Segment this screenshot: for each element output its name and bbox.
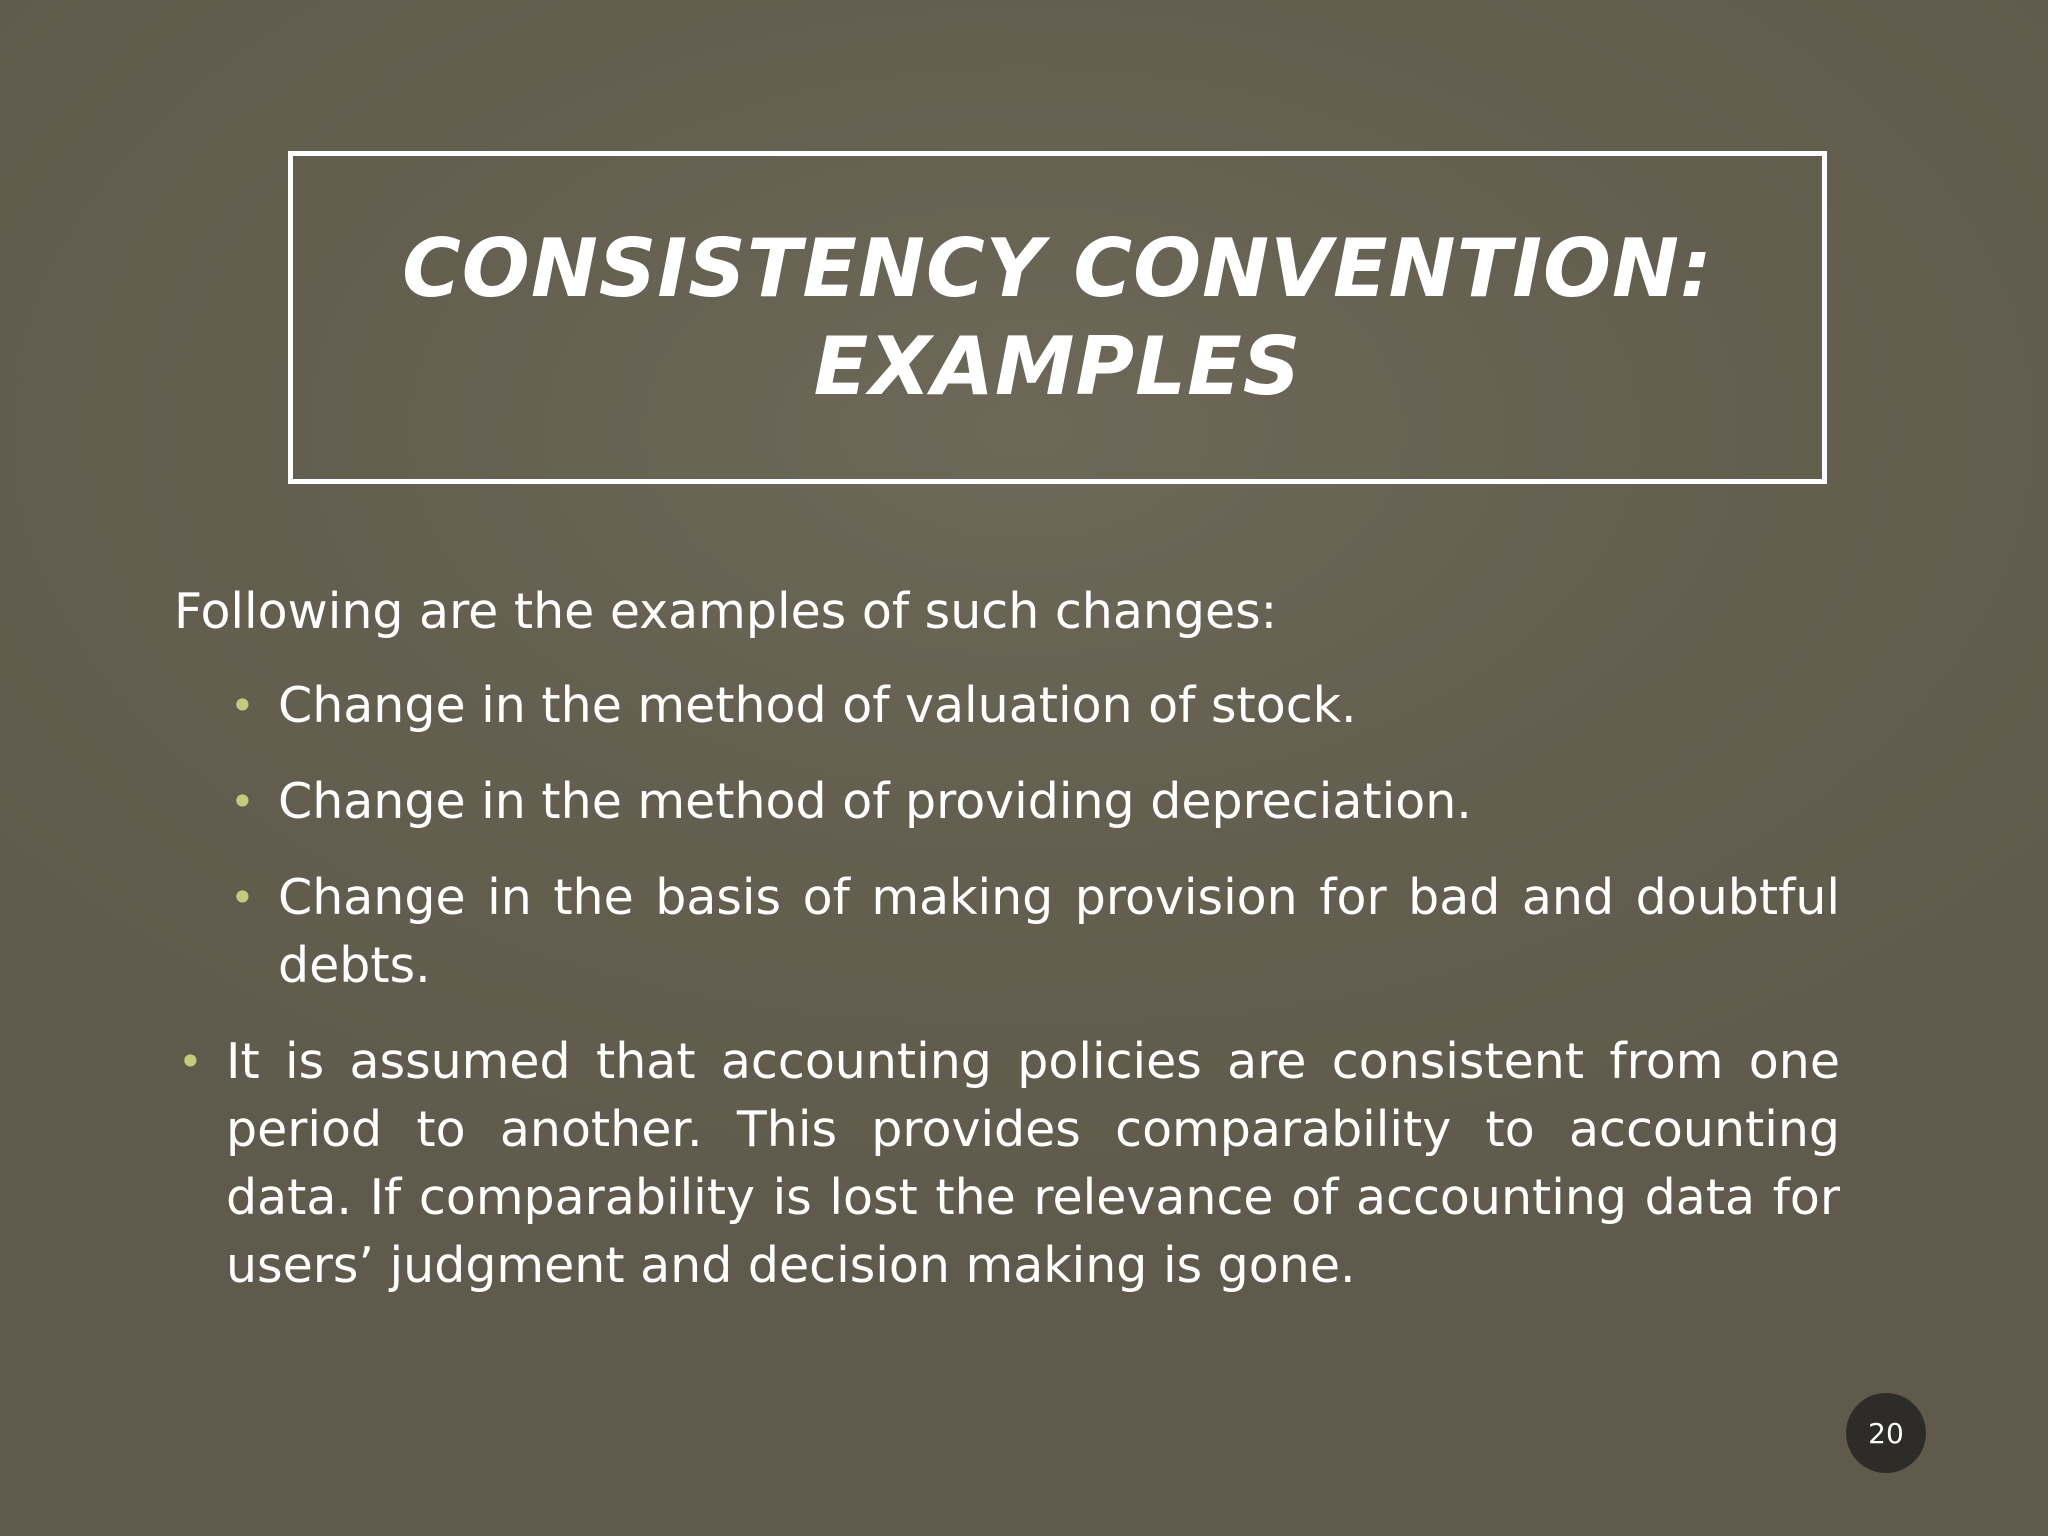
- main-bullet-list: [174, 1028, 1840, 1300]
- intro-text: Following are the examples of such changes:: [174, 583, 1278, 640]
- slide-title: CONSISTENCY CONVENTION: EXAMPLES: [402, 221, 1713, 413]
- list-item: [230, 768, 1840, 836]
- list-item-text: Change in the method of providing depreciation.: [278, 773, 1472, 830]
- title-box: [288, 151, 1827, 484]
- list-item: [230, 864, 1840, 1000]
- list-item-text: Change in the basis of making provision for bad and doubtful debts.: [278, 869, 1840, 994]
- page-number-badge: [1846, 1393, 1926, 1473]
- bullet-icon: •: [178, 1037, 203, 1086]
- list-item: [178, 1028, 1840, 1300]
- slide-content: [174, 578, 1840, 1300]
- sub-bullet-list: [174, 672, 1840, 1000]
- bullet-icon: •: [230, 777, 255, 826]
- page-number: 20: [1868, 1416, 1904, 1450]
- list-item: [230, 672, 1840, 740]
- bullet-icon: •: [230, 681, 255, 730]
- bullet-icon: •: [230, 873, 255, 922]
- list-item-text: It is assumed that accounting policies are consistent from one period to another. This provides comparability to accounting data. If comparability is lost the relevance of accounting data for users’ judgment and decision making is gone.: [226, 1033, 1840, 1294]
- list-item-text: Change in the method of valuation of stock.: [278, 677, 1357, 734]
